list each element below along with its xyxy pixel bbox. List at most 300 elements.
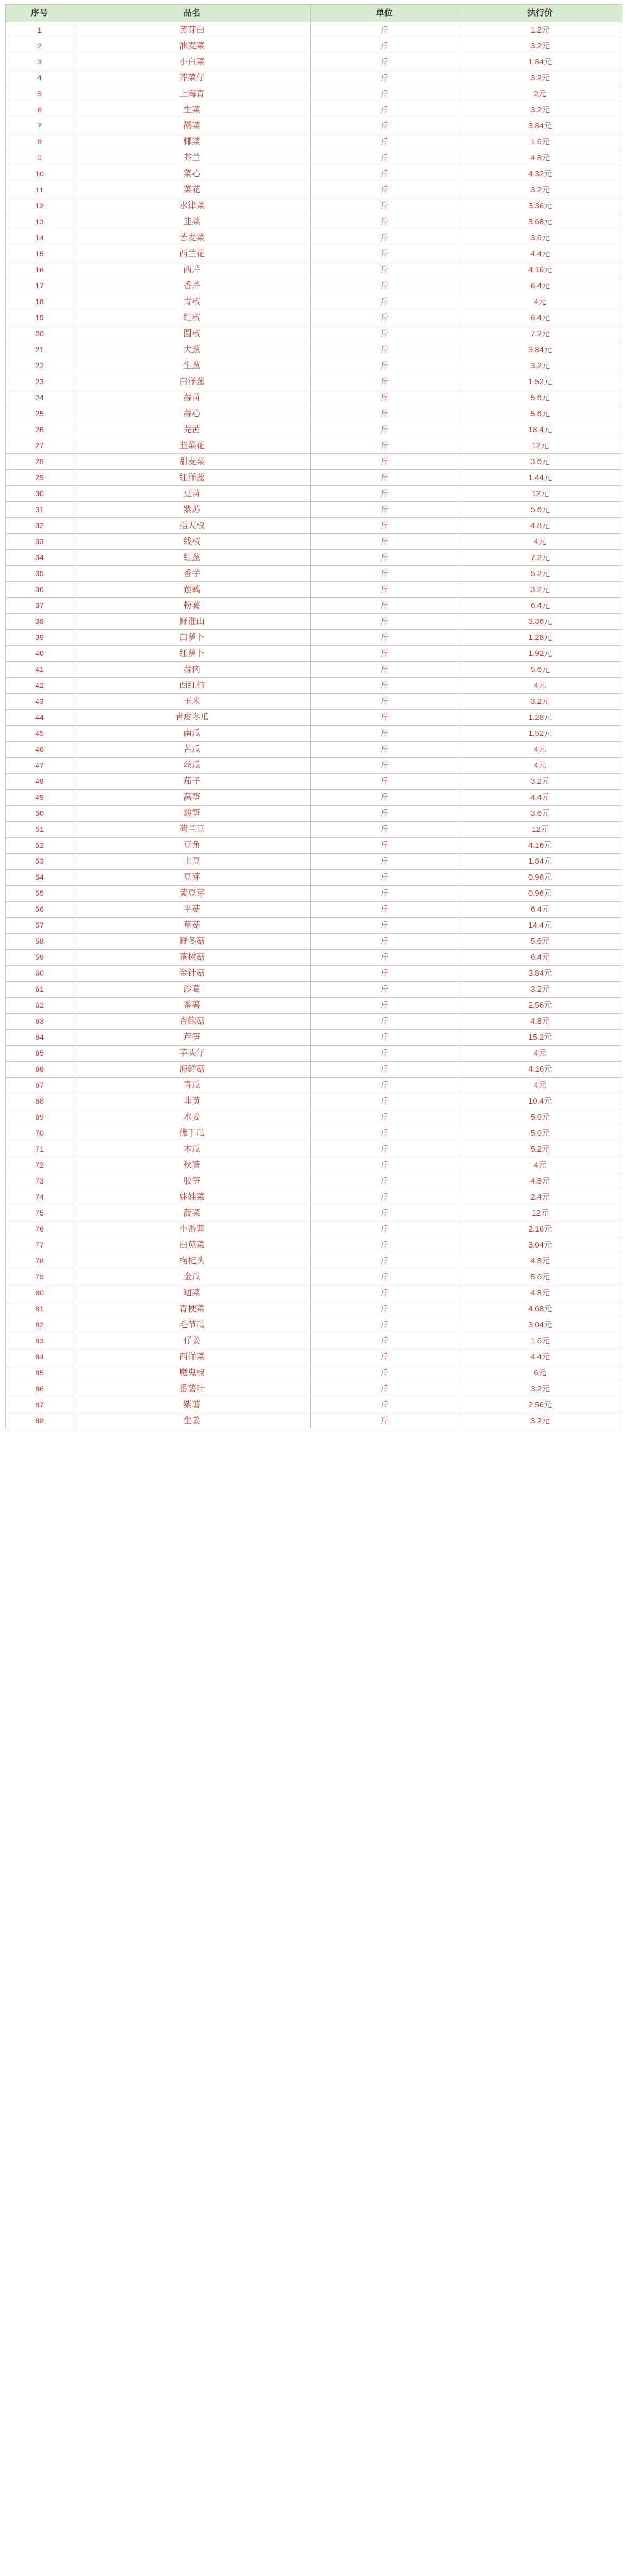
table-row [5,1014,622,1030]
cell-price: 6.4元 [459,278,622,294]
table-row [5,774,622,790]
cell-unit: 斤 [310,246,459,262]
cell-price: 4元 [459,742,622,758]
cell-unit: 斤 [310,662,459,678]
cell-unit: 斤 [310,1397,459,1413]
cell-name: 草菇 [74,918,310,934]
cell-price: 4元 [459,1046,622,1062]
cell-index: 64 [5,1030,74,1046]
cell-unit: 斤 [310,22,459,38]
cell-unit: 斤 [310,534,459,550]
cell-index: 16 [5,262,74,278]
table-row [5,614,622,630]
table-row [5,1062,622,1078]
cell-unit: 斤 [310,70,459,86]
cell-name: 青梗菜 [74,1301,310,1317]
cell-name: 莴笋 [74,790,310,806]
cell-index: 49 [5,790,74,806]
cell-index: 54 [5,870,74,886]
cell-unit: 斤 [310,294,459,310]
table-row [5,470,622,486]
cell-price: 6.4元 [459,310,622,326]
cell-unit: 斤 [310,182,459,198]
cell-unit: 斤 [310,710,459,726]
cell-index: 62 [5,998,74,1014]
cell-name: 西兰花 [74,246,310,262]
cell-index: 13 [5,214,74,230]
cell-unit: 斤 [310,1205,459,1221]
cell-price: 4.16元 [459,838,622,854]
cell-index: 60 [5,966,74,982]
table-row [5,950,622,966]
cell-unit: 斤 [310,262,459,278]
cell-price: 18.4元 [459,422,622,438]
cell-index: 18 [5,294,74,310]
table-row [5,822,622,838]
cell-index: 83 [5,1333,74,1349]
cell-index: 27 [5,438,74,454]
cell-name: 金瓜 [74,1269,310,1285]
cell-name: 青皮冬瓜 [74,710,310,726]
table-row [5,1349,622,1365]
cell-name: 白洋葱 [74,374,310,390]
table-row [5,918,622,934]
cell-index: 47 [5,758,74,774]
cell-name: 生菜 [74,102,310,118]
cell-price: 3.2元 [459,1381,622,1397]
cell-name: 红洋葱 [74,470,310,486]
table-row [5,1093,622,1109]
cell-unit: 斤 [310,518,459,534]
cell-price: 3.84元 [459,966,622,982]
table-row [5,230,622,246]
cell-unit: 斤 [310,550,459,566]
cell-name: 木瓜 [74,1141,310,1157]
cell-name: 杏鲍菇 [74,1014,310,1030]
cell-unit: 斤 [310,1301,459,1317]
cell-index: 82 [5,1317,74,1333]
cell-index: 71 [5,1141,74,1157]
table-row [5,582,622,598]
cell-price: 1.6元 [459,1333,622,1349]
table-row [5,1413,622,1429]
cell-name: 海鲜菇 [74,1062,310,1078]
table-row [5,1269,622,1285]
cell-unit: 斤 [310,678,459,694]
cell-index: 9 [5,150,74,166]
cell-price: 3.6元 [459,806,622,822]
cell-price: 5.2元 [459,566,622,582]
table-row [5,134,622,150]
cell-price: 1.92元 [459,646,622,662]
cell-unit: 斤 [310,1014,459,1030]
table-row [5,150,622,166]
cell-name: 枸杞头 [74,1253,310,1269]
cell-name: 菜心 [74,166,310,182]
cell-price: 1.52元 [459,726,622,742]
cell-unit: 斤 [310,1157,459,1173]
cell-name: 蒜心 [74,406,310,422]
cell-price: 3.6元 [459,230,622,246]
cell-name: 小白菜 [74,54,310,70]
cell-price: 5.6元 [459,406,622,422]
cell-unit: 斤 [310,342,459,358]
table-row [5,998,622,1014]
cell-price: 12元 [459,438,622,454]
cell-index: 44 [5,710,74,726]
cell-index: 69 [5,1109,74,1125]
table-row [5,390,622,406]
cell-name: 玉米 [74,694,310,710]
cell-name: 酸笋 [74,806,310,822]
cell-name: 苦麦菜 [74,230,310,246]
cell-name: 韭菜 [74,214,310,230]
table-row [5,1125,622,1141]
cell-price: 5.6元 [459,1125,622,1141]
cell-name: 魔鬼椒 [74,1365,310,1381]
cell-unit: 斤 [310,150,459,166]
cell-index: 53 [5,854,74,870]
table-row [5,198,622,214]
cell-unit: 斤 [310,230,459,246]
table-row [5,422,622,438]
table-row [5,854,622,870]
cell-unit: 斤 [310,422,459,438]
cell-price: 3.2元 [459,182,622,198]
cell-price: 3.2元 [459,774,622,790]
cell-index: 7 [5,118,74,134]
cell-price: 4.16元 [459,262,622,278]
cell-index: 61 [5,982,74,998]
cell-price: 4元 [459,1157,622,1173]
table-row [5,566,622,582]
cell-index: 85 [5,1365,74,1381]
cell-index: 42 [5,678,74,694]
cell-unit: 斤 [310,934,459,950]
column-header-unit: 单位 [310,5,459,22]
table-row [5,438,622,454]
cell-name: 生姜 [74,1413,310,1429]
cell-name: 韭黄 [74,1093,310,1109]
cell-name: 黄豆芽 [74,886,310,902]
column-header-index: 序号 [5,5,74,22]
cell-unit: 斤 [310,1365,459,1381]
cell-unit: 斤 [310,38,459,54]
table-row [5,1078,622,1093]
cell-name: 通菜 [74,1285,310,1301]
cell-name: 豆角 [74,838,310,854]
table-row [5,246,622,262]
table-row [5,966,622,982]
table-row [5,598,622,614]
cell-price: 1.28元 [459,630,622,646]
table-body [5,22,622,1429]
cell-name: 红椒 [74,310,310,326]
table-row [5,678,622,694]
cell-unit: 斤 [310,326,459,342]
cell-unit: 斤 [310,1317,459,1333]
table-row [5,550,622,566]
cell-price: 1.84元 [459,854,622,870]
cell-unit: 斤 [310,1093,459,1109]
cell-index: 52 [5,838,74,854]
cell-index: 67 [5,1078,74,1093]
cell-index: 46 [5,742,74,758]
cell-index: 17 [5,278,74,294]
table-row [5,534,622,550]
cell-index: 87 [5,1397,74,1413]
cell-name: 香芹 [74,278,310,294]
cell-unit: 斤 [310,1285,459,1301]
cell-price: 12元 [459,822,622,838]
cell-index: 68 [5,1093,74,1109]
cell-price: 6元 [459,1365,622,1381]
cell-name: 佛手瓜 [74,1125,310,1141]
cell-price: 15.2元 [459,1030,622,1046]
cell-unit: 斤 [310,1173,459,1189]
cell-index: 43 [5,694,74,710]
cell-unit: 斤 [310,582,459,598]
cell-unit: 斤 [310,1333,459,1349]
cell-name: 油麦菜 [74,38,310,54]
cell-unit: 斤 [310,1046,459,1062]
cell-index: 30 [5,486,74,502]
cell-name: 白苋菜 [74,1237,310,1253]
cell-unit: 斤 [310,54,459,70]
cell-unit: 斤 [310,1237,459,1253]
table-row [5,358,622,374]
cell-name: 紫苏 [74,502,310,518]
cell-price: 4.4元 [459,246,622,262]
cell-unit: 斤 [310,902,459,918]
cell-name: 芋头仔 [74,1046,310,1062]
cell-price: 3.2元 [459,1413,622,1429]
cell-name: 香芋 [74,566,310,582]
table-row [5,742,622,758]
cell-price: 4元 [459,1078,622,1093]
cell-name: 甜麦菜 [74,454,310,470]
cell-index: 5 [5,86,74,102]
cell-index: 79 [5,1269,74,1285]
cell-unit: 斤 [310,982,459,998]
cell-index: 32 [5,518,74,534]
cell-name: 黄芽白 [74,22,310,38]
cell-name: 莲藕 [74,582,310,598]
cell-index: 66 [5,1062,74,1078]
cell-price: 1.84元 [459,54,622,70]
cell-name: 西芹 [74,262,310,278]
cell-name: 芦笋 [74,1030,310,1046]
cell-index: 33 [5,534,74,550]
cell-name: 茄子 [74,774,310,790]
table-row [5,1205,622,1221]
cell-price: 4元 [459,534,622,550]
cell-price: 12元 [459,1205,622,1221]
cell-name: 水律菜 [74,198,310,214]
cell-price: 4.4元 [459,790,622,806]
cell-name: 紫薯 [74,1397,310,1413]
vegetable-price-table [5,4,622,1429]
cell-name: 荷兰豆 [74,822,310,838]
cell-index: 65 [5,1046,74,1062]
cell-price: 12元 [459,486,622,502]
cell-unit: 斤 [310,870,459,886]
cell-index: 48 [5,774,74,790]
cell-price: 4.4元 [459,1349,622,1365]
table-row [5,342,622,358]
cell-name: 番薯 [74,998,310,1014]
cell-unit: 斤 [310,310,459,326]
cell-price: 5.6元 [459,1109,622,1125]
cell-price: 5.6元 [459,502,622,518]
cell-index: 1 [5,22,74,38]
cell-price: 5.6元 [459,1269,622,1285]
cell-price: 5.6元 [459,390,622,406]
cell-price: 3.2元 [459,38,622,54]
cell-name: 上海青 [74,86,310,102]
cell-unit: 斤 [310,390,459,406]
cell-name: 苦瓜 [74,742,310,758]
cell-price: 4.16元 [459,1062,622,1078]
cell-unit: 斤 [310,966,459,982]
cell-price: 7.2元 [459,326,622,342]
table-row [5,262,622,278]
cell-name: 南瓜 [74,726,310,742]
cell-unit: 斤 [310,102,459,118]
cell-index: 15 [5,246,74,262]
cell-price: 4.8元 [459,1173,622,1189]
table-row [5,982,622,998]
cell-name: 娃娃菜 [74,1189,310,1205]
cell-unit: 斤 [310,1413,459,1429]
cell-unit: 斤 [310,918,459,934]
cell-index: 14 [5,230,74,246]
cell-unit: 斤 [310,486,459,502]
cell-price: 1.52元 [459,374,622,390]
cell-price: 14.4元 [459,918,622,934]
cell-unit: 斤 [310,726,459,742]
cell-index: 58 [5,934,74,950]
table-row [5,1333,622,1349]
table-row [5,630,622,646]
table-row [5,710,622,726]
cell-name: 鲜淮山 [74,614,310,630]
cell-index: 77 [5,1237,74,1253]
cell-index: 56 [5,902,74,918]
table-row [5,214,622,230]
cell-index: 86 [5,1381,74,1397]
cell-name: 芫茜 [74,422,310,438]
cell-unit: 斤 [310,854,459,870]
table-row [5,806,622,822]
table-row [5,758,622,774]
cell-name: 西洋菜 [74,1349,310,1365]
cell-index: 26 [5,422,74,438]
cell-unit: 斤 [310,118,459,134]
table-row [5,118,622,134]
cell-name: 胶笋 [74,1173,310,1189]
cell-price: 3.36元 [459,198,622,214]
cell-index: 37 [5,598,74,614]
table-row [5,166,622,182]
cell-unit: 斤 [310,758,459,774]
cell-price: 6.4元 [459,598,622,614]
cell-unit: 斤 [310,438,459,454]
cell-unit: 斤 [310,998,459,1014]
cell-price: 3.84元 [459,118,622,134]
table-row [5,1109,622,1125]
cell-name: 平菇 [74,902,310,918]
cell-name: 秋葵 [74,1157,310,1173]
cell-name: 红葱 [74,550,310,566]
cell-price: 2.4元 [459,1189,622,1205]
cell-name: 白萝卜 [74,630,310,646]
cell-price: 4.08元 [459,1301,622,1317]
cell-unit: 斤 [310,214,459,230]
cell-unit: 斤 [310,1125,459,1141]
cell-price: 3.84元 [459,342,622,358]
table-row [5,294,622,310]
cell-index: 20 [5,326,74,342]
table-row [5,38,622,54]
table-row [5,70,622,86]
cell-name: 韭菜花 [74,438,310,454]
cell-name: 土豆 [74,854,310,870]
cell-price: 4.8元 [459,518,622,534]
cell-name: 青椒 [74,294,310,310]
cell-unit: 斤 [310,630,459,646]
table-row [5,54,622,70]
table-row [5,1046,622,1062]
cell-unit: 斤 [310,1221,459,1237]
column-header-price: 执行价 [459,5,622,22]
cell-name: 蒜苗 [74,390,310,406]
table-row [5,1317,622,1333]
table-row [5,886,622,902]
table-row [5,902,622,918]
cell-unit: 斤 [310,1030,459,1046]
table-row [5,1173,622,1189]
table-row [5,502,622,518]
cell-unit: 斤 [310,198,459,214]
table-row [5,326,622,342]
cell-index: 34 [5,550,74,566]
cell-price: 3.04元 [459,1317,622,1333]
table-row [5,278,622,294]
cell-price: 10.4元 [459,1093,622,1109]
cell-unit: 斤 [310,470,459,486]
cell-price: 7.2元 [459,550,622,566]
cell-unit: 斤 [310,1253,459,1269]
table-row [5,1365,622,1381]
cell-unit: 斤 [310,838,459,854]
cell-name: 青瓜 [74,1078,310,1093]
cell-index: 84 [5,1349,74,1365]
cell-price: 1.28元 [459,710,622,726]
cell-index: 22 [5,358,74,374]
cell-index: 4 [5,70,74,86]
cell-unit: 斤 [310,694,459,710]
table-header-row [5,5,622,22]
table-row [5,1253,622,1269]
table-row [5,790,622,806]
cell-name: 豆苗 [74,486,310,502]
cell-index: 72 [5,1157,74,1173]
cell-price: 6.4元 [459,950,622,966]
cell-name: 菜花 [74,182,310,198]
table-row [5,1030,622,1046]
cell-index: 39 [5,630,74,646]
